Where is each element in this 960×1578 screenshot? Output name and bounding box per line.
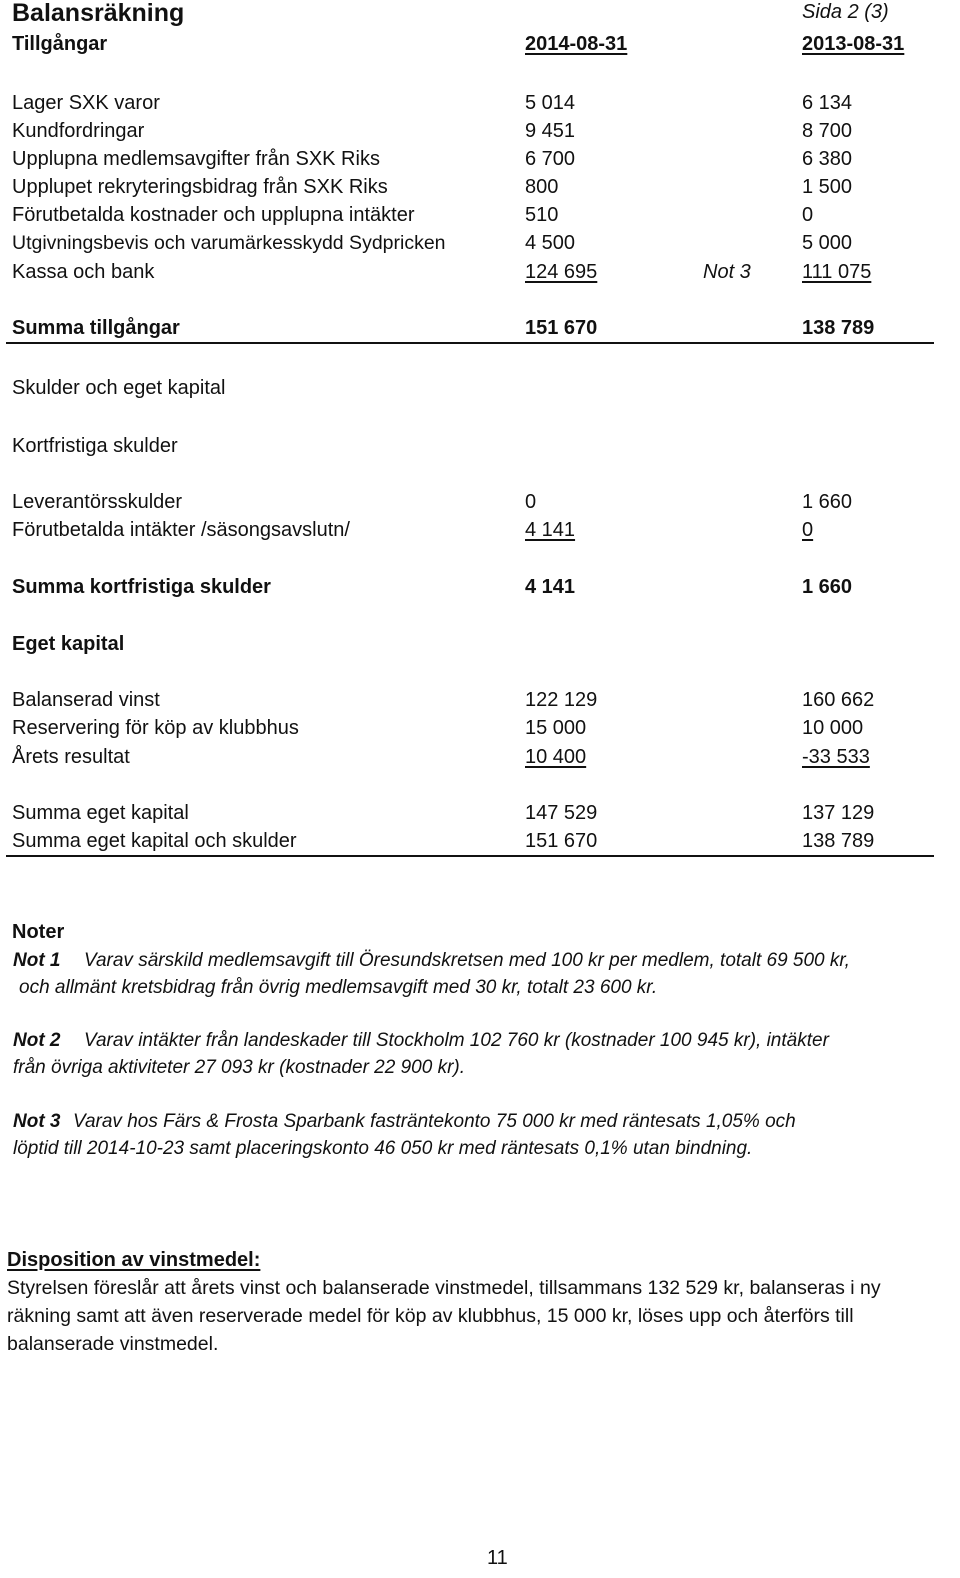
assets-heading: Tillgångar xyxy=(12,33,108,55)
row-value-2014: 15 000 xyxy=(525,717,587,739)
grand-total-label: Summa eget kapital och skulder xyxy=(12,830,297,852)
row-label: Kassa och bank xyxy=(12,261,155,283)
note-1-text: Varav särskild medlemsavgift till Öresundskretsen med 100 kr per medlem, totalt 69 500 kr, xyxy=(84,950,850,971)
row-value-2013: 1 500 xyxy=(802,176,853,198)
row-value-2014: 10 400 xyxy=(525,746,587,768)
row-value-2014: 124 695 xyxy=(525,261,598,283)
disposition-line: Styrelsen föreslår att årets vinst och balanserade vinstmedel, tillsammans 132 529 kr, balanseras i ny xyxy=(7,1277,881,1299)
row-value-2013: 111 075 xyxy=(802,261,872,283)
row-value-2013: 10 000 xyxy=(802,717,864,739)
row-value-2014: 9 451 xyxy=(525,120,576,142)
assets-total-label: Summa tillgångar xyxy=(12,317,180,339)
note-2-text: Varav intäkter från landeskader till Stockholm 102 760 kr (kostnader 100 945 kr), intäkter xyxy=(84,1030,829,1051)
row-label: Utgivningsbevis och varumärkesskydd Sydpricken xyxy=(12,232,446,254)
note-3-label: Not 3 xyxy=(13,1111,61,1132)
row-label: Reservering för köp av klubbhus xyxy=(12,717,299,739)
note-2-label: Not 2 xyxy=(13,1030,61,1051)
row-label: Upplupet rekryteringsbidrag från SXK Riks xyxy=(12,176,388,198)
disposition-line: balanserade vinstmedel. xyxy=(7,1333,219,1355)
row-value-2014: 800 xyxy=(525,176,559,198)
equity-total-2014: 147 529 xyxy=(525,802,598,824)
row-value-2013: 8 700 xyxy=(802,120,853,142)
row-value-2013: -33 533 xyxy=(802,746,870,768)
disposition-heading: Disposition av vinstmedel: xyxy=(7,1249,261,1271)
row-value-2013: 6 134 xyxy=(802,92,853,114)
column-header-2013: 2013-08-31 xyxy=(802,33,905,55)
row-value-2013: 0 xyxy=(802,204,814,226)
row-value-2013: 1 660 xyxy=(802,491,853,513)
page-indicator: Sida 2 (3) xyxy=(802,1,889,23)
row-value-2013: 0 xyxy=(802,519,814,541)
note-3-text: Varav hos Färs & Frosta Sparbank fasträntekonto 75 000 kr med räntesats 1,05% och xyxy=(73,1111,796,1132)
row-label: Kundfordringar xyxy=(12,120,145,142)
short-term-total-2014: 4 141 xyxy=(525,576,576,598)
page-title: Balansräkning xyxy=(12,0,185,27)
short-term-heading: Kortfristiga skulder xyxy=(12,435,178,457)
equity-heading: Eget kapital xyxy=(12,633,125,655)
note-2-text-cont: från övriga aktiviteter 27 093 kr (kostnader 22 900 kr). xyxy=(13,1057,466,1078)
column-header-2014: 2014-08-31 xyxy=(525,33,628,55)
row-label: Förutbetalda intäkter /säsongsavslutn/ xyxy=(12,519,350,541)
liabilities-heading: Skulder och eget kapital xyxy=(12,377,226,399)
row-value-2013: 6 380 xyxy=(802,148,853,170)
grand-total-2014: 151 670 xyxy=(525,830,598,852)
equity-total-label: Summa eget kapital xyxy=(12,802,189,824)
short-term-total-label: Summa kortfristiga skulder xyxy=(12,576,271,598)
assets-total-2013: 138 789 xyxy=(802,317,875,339)
row-label: Lager SXK varor xyxy=(12,92,160,114)
note-1-text-cont: och allmänt kretsbidrag från övrig medlemsavgift med 30 kr, totalt 23 600 kr. xyxy=(19,977,658,998)
row-value-2013: 5 000 xyxy=(802,232,853,254)
row-label: Upplupna medlemsavgifter från SXK Riks xyxy=(12,148,380,170)
row-value-2014: 122 129 xyxy=(525,689,598,711)
row-label: Leverantörsskulder xyxy=(12,491,183,513)
grand-total-2013: 138 789 xyxy=(802,830,875,852)
row-value-2014: 4 141 xyxy=(525,519,576,541)
note-1-label: Not 1 xyxy=(13,950,61,971)
page-number: 11 xyxy=(487,1547,508,1569)
divider xyxy=(6,342,934,344)
assets-total-2014: 151 670 xyxy=(525,317,598,339)
row-label: Årets resultat xyxy=(12,746,130,768)
row-value-2014: 5 014 xyxy=(525,92,576,114)
disposition-line: räkning samt att även reserverade medel för köp av klubbhus, 15 000 kr, löses upp och återförs till xyxy=(7,1305,854,1327)
notes-heading: Noter xyxy=(12,921,65,943)
row-label: Förutbetalda kostnader och upplupna intäkter xyxy=(12,204,415,226)
short-term-total-2013: 1 660 xyxy=(802,576,853,598)
equity-total-2013: 137 129 xyxy=(802,802,875,824)
note-3-text-cont: löptid till 2014-10-23 samt placeringskonto 46 050 kr med räntesats 0,1% utan bindning. xyxy=(13,1138,753,1159)
row-value-2014: 4 500 xyxy=(525,232,576,254)
divider xyxy=(6,855,934,857)
row-value-2014: 6 700 xyxy=(525,148,576,170)
row-label: Balanserad vinst xyxy=(12,689,160,711)
row-value-2013: 160 662 xyxy=(802,689,875,711)
row-value-2014: 0 xyxy=(525,491,537,513)
row-value-2014: 510 xyxy=(525,204,559,226)
disposition-text xyxy=(7,1274,957,1358)
note-reference: Not 3 xyxy=(703,261,751,283)
